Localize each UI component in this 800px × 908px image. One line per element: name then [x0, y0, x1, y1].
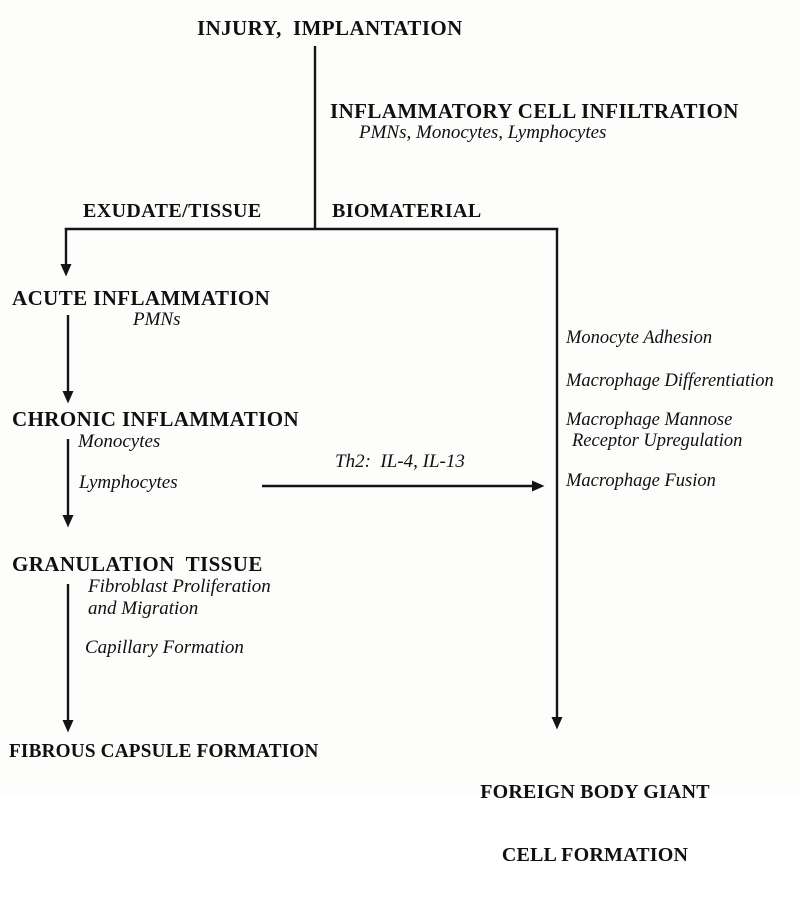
monocyte-adhesion-step: Monocyte Adhesion: [566, 328, 713, 348]
acute-inflammation-heading: ACUTE INFLAMMATION: [12, 286, 271, 310]
chronic-cells-monocytes-label: Monocytes: [78, 431, 161, 452]
receptor-upregulation-step-line2: Receptor Upregulation: [572, 431, 743, 451]
injury-implantation-heading: INJURY, IMPLANTATION: [197, 16, 463, 40]
inflammatory-cell-infiltration-heading: INFLAMMATORY CELL INFILTRATION: [330, 99, 739, 123]
foreign-body-outcome-line1: FOREIGN BODY GIANT: [480, 781, 710, 803]
capillary-formation-label: Capillary Formation: [85, 637, 244, 658]
fibrous-capsule-formation-outcome: FIBROUS CAPSULE FORMATION: [9, 740, 319, 762]
macrophage-mannose-step-line1: Macrophage Mannose: [566, 410, 733, 430]
exudate-tissue-branch-label: EXUDATE/TISSUE: [83, 200, 262, 222]
acute-cells-label: PMNs: [133, 309, 181, 330]
biomaterial-branch-label: BIOMATERIAL: [332, 200, 482, 222]
chronic-inflammation-heading: CHRONIC INFLAMMATION: [12, 407, 300, 431]
th2-cytokines-label: Th2: IL-4, IL-13: [335, 451, 465, 472]
infiltration-cells-label: PMNs, Monocytes, Lymphocytes: [359, 122, 607, 143]
foreign-body-outcome-line2: CELL FORMATION: [501, 844, 689, 866]
macrophage-fusion-step: Macrophage Fusion: [566, 471, 716, 491]
fibroblast-proliferation-label: Fibroblast Proliferation: [88, 576, 271, 597]
granulation-tissue-heading: GRANULATION TISSUE: [12, 552, 263, 576]
foreign-body-giant-cell-outcome: [455, 740, 735, 908]
and-migration-label: and Migration: [88, 598, 199, 619]
chronic-cells-lymphocytes-label: Lymphocytes: [79, 472, 178, 493]
macrophage-differentiation-step: Macrophage Differentiation: [566, 371, 774, 391]
